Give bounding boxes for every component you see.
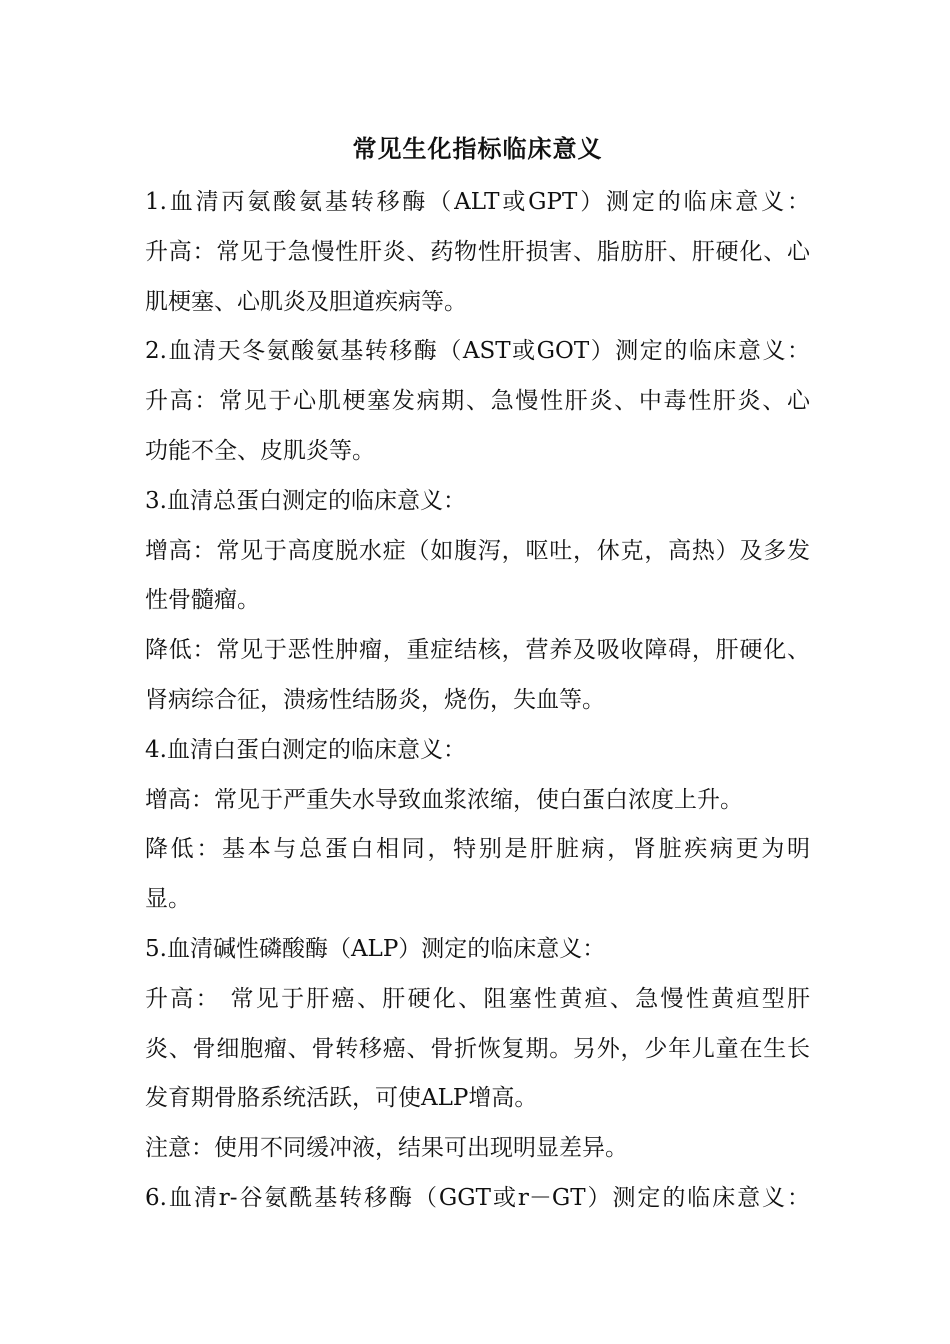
line-21: 6.血清r-谷氨酰基转移酶（GGT或r－GT）测定的临床意义： [145,1184,810,1211]
line-10: 降低：常见于恶性肿瘤，重症结核，营养及吸收障碍，肝硬化、 [145,637,810,664]
line-3: 肌梗塞、心肌炎及胆道疾病等。 [145,288,467,315]
line-2: 升高：常见于急慢性肝炎、药物性肝损害、脂肪肝、肝硬化、心 [145,238,810,265]
line-12: 4.血清白蛋白测定的临床意义： [145,736,466,763]
line-7: 3.血清总蛋白测定的临床意义： [145,487,466,514]
line-13: 增高：常见于严重失水导致血浆浓缩，使白蛋白浓度上升。 [145,786,743,813]
document-title: 常见生化指标临床意义 [352,134,603,163]
line-14: 降低：基本与总蛋白相同，特别是肝脏病，肾脏疾病更为明 [145,836,810,863]
line-19: 发育期骨胳系统活跃，可使ALP增高。 [145,1085,538,1112]
line-8: 增高：常见于高度脱水症（如腹泻，呕吐，休克，高热）及多发 [145,537,810,564]
line-5: 升高：常见于心肌梗塞发病期、急慢性肝炎、中毒性肝炎、心 [145,388,810,415]
line-4: 2.血清天冬氨酸氨基转移酶（AST或GOT）测定的临床意义： [145,338,810,365]
line-20: 注意：使用不同缓冲液，结果可出现明显差异。 [145,1135,628,1162]
line-11: 肾病综合征，溃疡性结肠炎，烧伤，失血等。 [145,686,605,713]
line-9: 性骨髓瘤。 [145,587,260,614]
line-17: 升高： 常见于肝癌、肝硬化、阻塞性黄疸、急慢性黄疸型肝 [145,985,810,1012]
document-page [145,120,810,1224]
line-6: 功能不全、皮肌炎等。 [145,437,375,464]
line-16: 5.血清碱性磷酸酶（ALP）测定的临床意义： [145,935,606,962]
line-1: 1.血清丙氨酸氨基转移酶（ALT或GPT）测定的临床意义： [145,189,810,215]
line-18: 炎、骨细胞瘤、骨转移癌、骨折恢复期。另外，少年儿童在生长 [145,1035,810,1062]
line-15: 显。 [145,886,191,913]
